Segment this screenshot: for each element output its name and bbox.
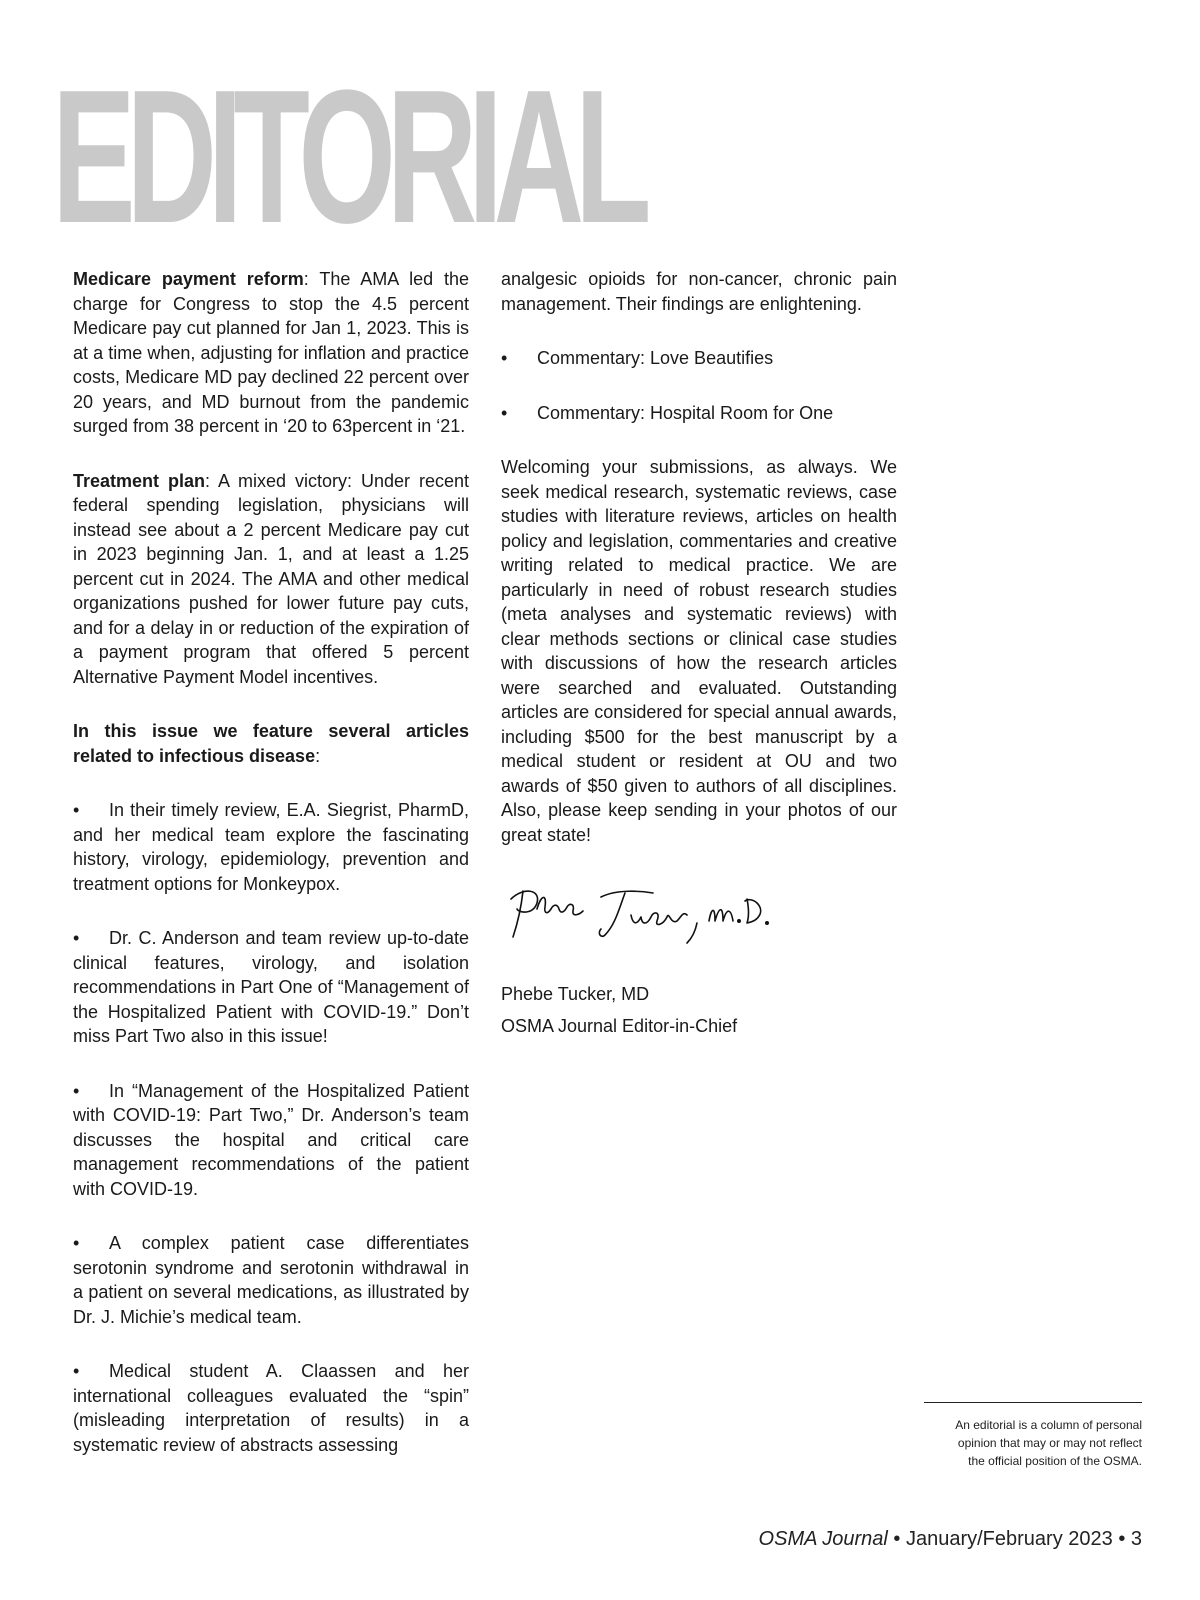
medicare-reform-heading: Medicare payment reform: [73, 269, 304, 289]
list-item-text: Commentary: Love Beautifies: [537, 348, 774, 368]
bullet-icon: •: [73, 800, 80, 820]
note-divider: [924, 1402, 1142, 1403]
treatment-plan-body: : A mixed victory: Under recent federal spending legislation, physicians will instead see about a 2 percent Medicare pay cut in 2023 beginning Jan. 1, and at least a 1.25 percent cut in 2024. The AMA and other medical organizations pushed for lower future pay cuts, and for a delay in or reduction of the expiration of a payment program that offered 5 percent Alternative Payment Model incentives.: [73, 470, 469, 687]
signature-image: [501, 881, 771, 953]
list-item: [73, 1359, 469, 1457]
left-column: [73, 267, 469, 1457]
list-item: [501, 401, 897, 426]
disclaimer-note: [880, 1416, 1142, 1470]
note-line: opinion that may or may not reflect: [957, 1436, 1142, 1450]
bullet-icon: •: [73, 1080, 80, 1101]
note-line: the official position of the OSMA.: [968, 1454, 1142, 1468]
list-item: [73, 798, 469, 896]
list-item: [73, 926, 469, 1049]
treatment-plan-heading: Treatment plan: [73, 470, 206, 491]
paragraph-welcome: Welcoming your submissions, as always. We seek medical research, systematic reviews, case studies with literature reviews, articles on health policy and legislation, commentaries and creative writing related to medical practice. We are particularly in need of robust research studies (meta analyses and systematic reviews) with clear methods sections or clinical case studies with discussions of how the research articles were searched and evaluated. Outstanding articles are considered for special annual awards, including $500 for the best manuscript by a medical student or resident at OU and two awards of $50 given to authors of all disciplines. Also, please keep sending in your photos of our great state!: [501, 457, 897, 845]
list-item-text: A complex patient case differentiates serotonin syndrome and serotonin withdrawal in a patient on several medications, as illustrated by Dr. J. Michie’s medical team.: [73, 1233, 469, 1327]
note-line: An editorial is a column of personal: [955, 1418, 1142, 1432]
list-item: [73, 1231, 469, 1329]
author-name: Phebe Tucker, MD: [501, 983, 650, 1004]
list-item-text: In “Management of the Hospitalized Patient with COVID-19: Part Two,” Dr. Anderson’s team discusses the hospital and critical care management recommendations of the patient with COVID-19.: [73, 1080, 469, 1199]
list-item-text: Dr. C. Anderson and team review up-to-date clinical features, virology, and isolation recommendations in Part One of “Management of the Hospitalized Patient with COVID-19.” Don’t miss Part Two also in this issue!: [73, 928, 469, 1046]
bullet-icon: •: [73, 1361, 80, 1381]
paragraph-continued: analgesic opioids for non-cancer, chronic pain management. Their findings are enlightening.: [501, 269, 897, 314]
list-item-text: Medical student A. Claassen and her international colleagues evaluated the “spin” (misleading interpretation of results) in a systematic review of abstracts assessing: [73, 1361, 469, 1455]
page-footer: [759, 1528, 1142, 1551]
paragraph-treatment-plan: [73, 469, 469, 690]
list-item-text: Commentary: Hospital Room for One: [537, 402, 834, 423]
author-title: OSMA Journal Editor-in-Chief: [501, 1016, 738, 1036]
bullet-icon: •: [501, 402, 508, 423]
list-item-text: In their timely review, E.A. Siegrist, PharmD, and her medical team explore the fascinating history, virology, epidemiology, prevention and treatment options for Monkeypox.: [73, 800, 469, 894]
paragraph-medicare-reform: [73, 267, 469, 439]
bullet-icon: •: [501, 348, 508, 368]
paragraph-issue-intro: [73, 719, 469, 768]
list-item: [73, 1079, 469, 1202]
editorial-banner: EDITORIAL: [52, 51, 643, 263]
medicare-reform-body: : The AMA led the charge for Congress to stop the 4.5 percent Medicare pay cut planned for Jan 1, 2023. This is at a time when, adjusting for inflation and practice costs, Medicare MD pay declined 22 percent over 20 years, and MD burnout from the pandemic surged from 38 percent in ‘20 to 63percent in ‘21.: [73, 269, 469, 436]
journal-name: OSMA Journal: [758, 1528, 888, 1550]
issue-info: • January/February 2023 • 3: [887, 1528, 1142, 1550]
bullet-icon: •: [73, 928, 80, 948]
issue-intro-tail: :: [315, 745, 321, 766]
issue-intro-heading: In this issue we feature several articles related to infectious disease: [73, 721, 469, 766]
bullet-icon: •: [73, 1233, 80, 1253]
list-item: [501, 346, 897, 371]
right-column: [501, 267, 897, 1047]
